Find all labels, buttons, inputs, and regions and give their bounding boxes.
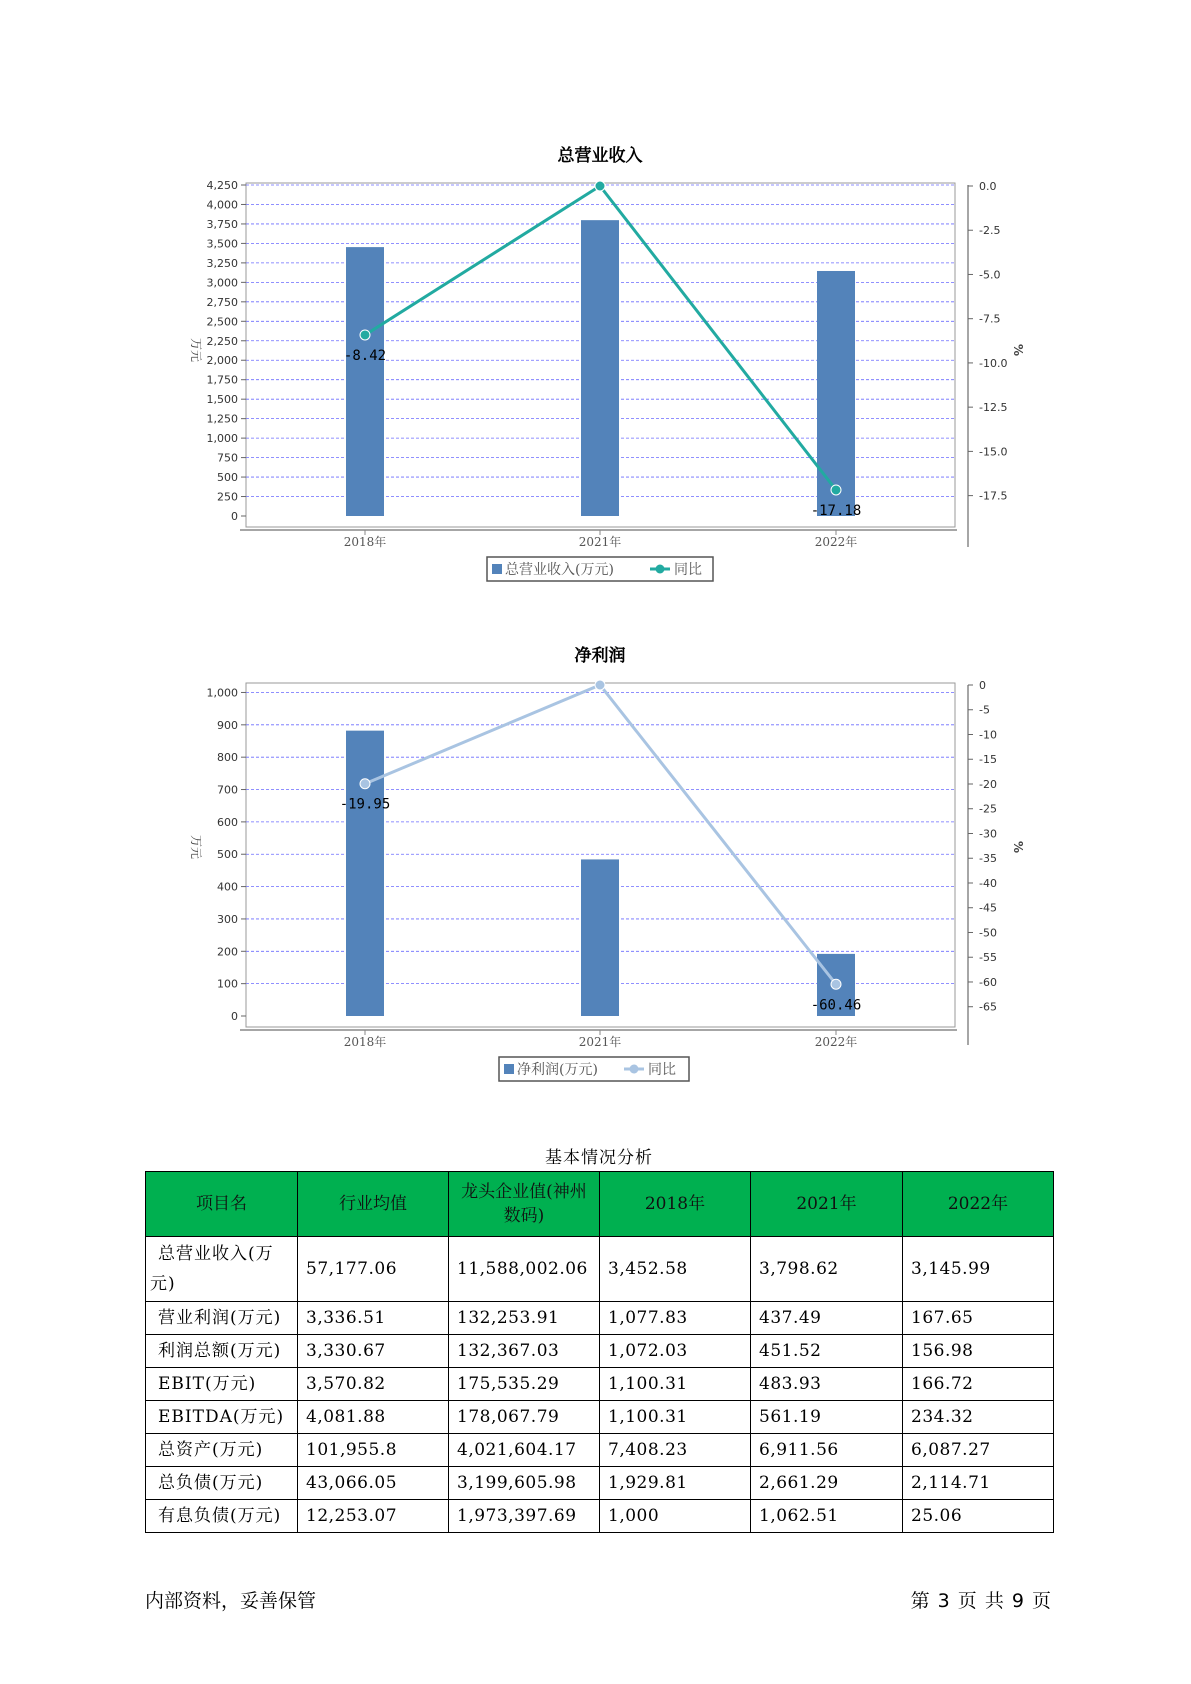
y2-tick-label: -40 [979,876,997,890]
table-header-cell: 项目名 [146,1172,298,1237]
y2-tick-label: -20 [979,777,997,791]
y2-tick-label: -5 [979,703,990,717]
legend-bar-swatch [504,1064,514,1074]
table-cell: 3,330.67 [298,1335,449,1368]
y2-tick-label: -12.5 [979,401,1008,415]
y-tick-label: 600 [217,815,238,829]
y-tick-label: 0 [231,510,238,523]
line-point [360,779,370,789]
table-cell: 利润总额(万元) [146,1335,298,1368]
table-cell: 1,100.31 [600,1401,751,1434]
table-cell: 4,021,604.17 [449,1434,600,1467]
y-tick-label: 4,250 [206,179,238,192]
y-tick-label: 200 [217,945,238,959]
y2-tick-label: -45 [979,901,997,915]
y-tick-label: 750 [217,451,238,465]
line-point [595,680,605,690]
y2-tick-label: -25 [979,802,997,816]
y-tick-label: 4,000 [206,198,238,212]
table-cell: 1,062.51 [751,1500,903,1533]
table-cell: 3,570.82 [298,1368,449,1401]
table-cell: 1,973,397.69 [449,1500,600,1533]
x-tick-label: 2021年 [578,1035,622,1049]
y-tick-label: 2,500 [206,315,238,329]
y-axis-title: 万元 [189,834,203,860]
table-cell: 483.93 [751,1368,903,1401]
table-row [146,1368,1054,1401]
table-row [146,1467,1054,1500]
data-label: -19.95 [339,796,391,813]
table-cell: 有息负债(万元) [146,1500,298,1533]
table-cell: 1,077.83 [600,1302,751,1335]
y2-tick-label: -2.5 [979,224,1001,238]
data-label: -8.42 [343,347,387,364]
net-profit-chart-svg [0,635,1191,1095]
chart-title: 总营业收入 [557,146,643,166]
footer-confidential-note: 内部资料，妥善保管 [145,1590,317,1612]
y2-tick-label: -15 [979,753,997,767]
table-row [146,1434,1054,1467]
table-cell: 132,367.03 [449,1335,600,1368]
table-cell: 175,535.29 [449,1368,600,1401]
y-axis-title: 万元 [189,337,203,363]
y-tick-label: 2,000 [206,354,238,368]
line-point [595,181,605,191]
chart-title: 净利润 [574,646,626,666]
y2-tick-label: -65 [979,1000,997,1014]
table-cell: 1,000 [600,1500,751,1533]
y-tick-label: 250 [217,490,238,504]
table-cell: 营业利润(万元) [146,1302,298,1335]
y-tick-label: 1,500 [206,393,238,407]
table-cell: 1,072.03 [600,1335,751,1368]
y2-tick-label: -55 [979,951,997,965]
table-cell: 234.32 [903,1401,1054,1434]
y2-tick-label: -10 [979,728,997,742]
y-tick-label: 1,750 [206,373,238,387]
table-cell: 3,199,605.98 [449,1467,600,1500]
revenue-chart-svg [0,135,1191,595]
y-tick-label: 400 [217,880,238,894]
table-cell: 6,911.56 [751,1434,903,1467]
table-cell: 25.06 [903,1500,1054,1533]
table-cell: 101,955.8 [298,1434,449,1467]
y2-tick-label: -60 [979,975,997,989]
table-row [146,1302,1054,1335]
table-header-cell: 2018年 [600,1172,751,1237]
table-cell: 2,661.29 [751,1467,903,1500]
legend-bar-swatch [492,564,502,574]
legend-bar-label: 总营业收入(万元) [505,562,614,578]
y-tick-label: 900 [217,718,238,732]
table-cell: 总资产(万元) [146,1434,298,1467]
y-tick-label: 100 [217,977,238,991]
table-cell: 4,081.88 [298,1401,449,1434]
line-point [831,485,841,495]
table-cell: 166.72 [903,1368,1054,1401]
table-cell: 178,067.79 [449,1401,600,1434]
table-cell: 3,452.58 [600,1237,751,1302]
table-cell: 总营业收入(万元) [146,1237,298,1302]
legend-line-label: 同比 [674,562,702,578]
y-tick-label: 500 [217,848,238,862]
y-tick-label: 0 [231,1010,238,1023]
basic-info-table [145,1171,1054,1533]
footer-page-number: 第 3 页 共 9 页 [910,1590,1052,1612]
y-tick-label: 3,000 [206,276,238,290]
table-cell: 6,087.27 [903,1434,1054,1467]
table-header-row [146,1172,1054,1237]
y2-axis-title: % [1011,343,1025,357]
y-tick-label: 300 [217,912,238,926]
y2-tick-label: -30 [979,827,997,841]
table-caption: 基本情况分析 [545,1148,653,1168]
table-cell: 57,177.06 [298,1237,449,1302]
y-tick-label: 3,500 [206,237,238,251]
bar [581,220,619,516]
legend-bar-label: 净利润(万元) [517,1062,598,1078]
y2-tick-label: -15.0 [979,445,1008,459]
table-row [146,1401,1054,1434]
y-tick-label: 2,250 [206,334,238,348]
table-cell: 167.65 [903,1302,1054,1335]
bar [343,247,387,516]
y2-tick-label: -10.0 [979,356,1008,370]
y2-tick-label: 0.0 [979,180,997,193]
table-row [146,1335,1054,1368]
y-tick-label: 1,000 [206,432,238,446]
table-row [146,1500,1054,1533]
table-cell: 451.52 [751,1335,903,1368]
bar [346,731,384,1016]
legend-line-label: 同比 [648,1062,676,1078]
table-cell: 3,798.62 [751,1237,903,1302]
table-cell: 11,588,002.06 [449,1237,600,1302]
bar [581,859,619,1016]
x-tick-label: 2021年 [578,535,622,549]
data-label: -17.18 [810,502,862,519]
table-cell: 437.49 [751,1302,903,1335]
x-tick-label: 2018年 [343,1035,387,1049]
x-tick-label: 2022年 [814,535,858,549]
y2-tick-label: -7.5 [979,312,1001,326]
x-tick-label: 2022年 [814,1035,858,1049]
y-tick-label: 1,000 [206,686,238,700]
table-cell: 12,253.07 [298,1500,449,1533]
table-cell: 1,100.31 [600,1368,751,1401]
y-tick-label: 800 [217,751,238,765]
bar [817,271,855,516]
y2-tick-label: -35 [979,852,997,866]
table-header-cell: 2022年 [903,1172,1054,1237]
line-point [831,979,841,989]
table-header-cell: 行业均值 [298,1172,449,1237]
net-profit-chart [0,635,1191,1095]
legend-line-marker [656,565,665,574]
y2-tick-label: 0 [979,679,986,692]
y-tick-label: 1,250 [206,412,238,426]
table-cell: 561.19 [751,1401,903,1434]
data-label: -60.46 [810,997,862,1014]
table-cell: 43,066.05 [298,1467,449,1500]
table-header-cell: 2021年 [751,1172,903,1237]
table-cell: EBIT(万元) [146,1368,298,1401]
table-cell: 1,929.81 [600,1467,751,1500]
table-cell: 132,253.91 [449,1302,600,1335]
y-tick-label: 500 [217,471,238,485]
y-tick-label: 700 [217,783,238,797]
y2-tick-label: -5.0 [979,268,1001,282]
table-cell: 156.98 [903,1335,1054,1368]
y2-tick-label: -17.5 [979,489,1008,503]
table-cell: 3,336.51 [298,1302,449,1335]
table-cell: 2,114.71 [903,1467,1054,1500]
y2-axis-title: % [1011,840,1025,854]
y-tick-label: 2,750 [206,295,238,309]
table-cell: 7,408.23 [600,1434,751,1467]
table-cell: 总负债(万元) [146,1467,298,1500]
y-tick-label: 3,750 [206,217,238,231]
legend-line-marker [630,1065,639,1074]
table-cell: EBITDA(万元) [146,1401,298,1434]
line-point [360,330,370,340]
y-tick-label: 3,250 [206,256,238,270]
y2-tick-label: -50 [979,926,997,940]
revenue-chart [0,135,1191,595]
table-header-cell: 龙头企业值(神州数码) [449,1172,600,1237]
table-row [146,1237,1054,1302]
x-tick-label: 2018年 [343,535,387,549]
table-cell: 3,145.99 [903,1237,1054,1302]
